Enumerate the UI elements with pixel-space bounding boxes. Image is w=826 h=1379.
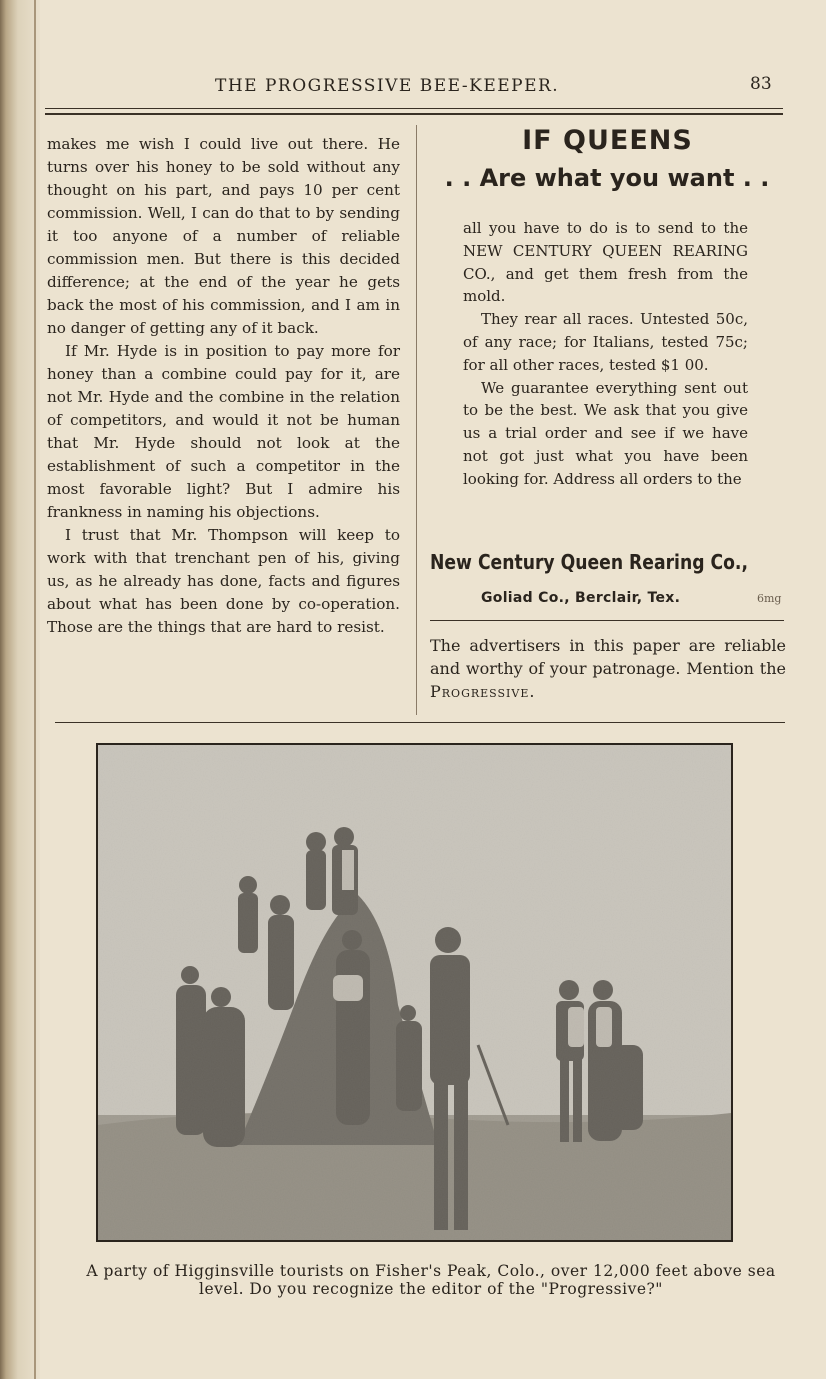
article-paragraph: I trust that Mr. Thompson will keep to work with that trenchant pen of his, giving us, as he already has done, facts and figures about what has been done by co-operation. Those are the things that are hard to resist. — [47, 526, 400, 636]
printer-mark: 6mg — [757, 592, 782, 605]
advertisers-notice — [430, 634, 786, 703]
article-paragraph: makes me wish I could live out there. He turns over his honey to be sold without any thought on his part, and pays 10 per cent commission. Well, I can do that to by sending it too anyone of a number of reliable commission men. But there is this decided difference; at the end of the year he gets back the most of his commission, and I am in no danger of getting any of it back. — [47, 135, 400, 337]
ad-paragraph: We guarantee everything sent out to be the best. We ask that you give us a trial order and see if we have not got just what you have been looking for. Address all orders to the — [463, 378, 748, 488]
ad-paragraph: all you have to do is to send to the NEW CENTURY QUEEN REARING CO., and get them fresh from the mold. — [463, 219, 748, 306]
header-rule-double — [45, 113, 783, 115]
ad-body — [463, 217, 748, 491]
ad-rule — [430, 620, 784, 621]
publication-name: Progressive. — [430, 682, 536, 701]
left-column-article — [47, 133, 400, 639]
article-paragraph: If Mr. Hyde is in position to pay more for honey than a combine could pay for it, are not Mr. Hyde and the combine in the relation of competitors, and would it not be human that Mr. Hyde should not look at the establishment of such a competitor in the most favorable light? But I admire his frankness in naming his objections. — [47, 342, 400, 521]
photo-caption: A party of Higginsville tourists on Fisher's Peak, Colo., over 12,000 feet above sea level. Do you recognize the editor of the "Progressive?" — [86, 1262, 776, 1298]
company-address: Goliad Co., Berclair, Tex. — [481, 590, 681, 606]
ad-title: IF QUEENS — [522, 125, 693, 156]
page-binding-edge — [0, 0, 40, 1379]
tourist-party-photo — [96, 743, 733, 1242]
notice-text: The advertisers in this paper are reliable and worthy of your patronage. Mention the — [430, 636, 786, 678]
company-name: New Century Queen Rearing Co., — [430, 550, 748, 574]
page-number: 83 — [750, 74, 772, 94]
ad-subtitle: . . Are what you want . . — [444, 164, 770, 192]
header-rule — [45, 108, 783, 109]
ad-paragraph: They rear all races. Untested 50c, of any race; for Italians, tested 75c; for all other races, tested $1 00. — [463, 310, 748, 374]
section-rule — [55, 722, 785, 723]
running-title: THE PROGRESSIVE BEE-KEEPER. — [215, 76, 560, 96]
column-divider — [416, 125, 417, 715]
